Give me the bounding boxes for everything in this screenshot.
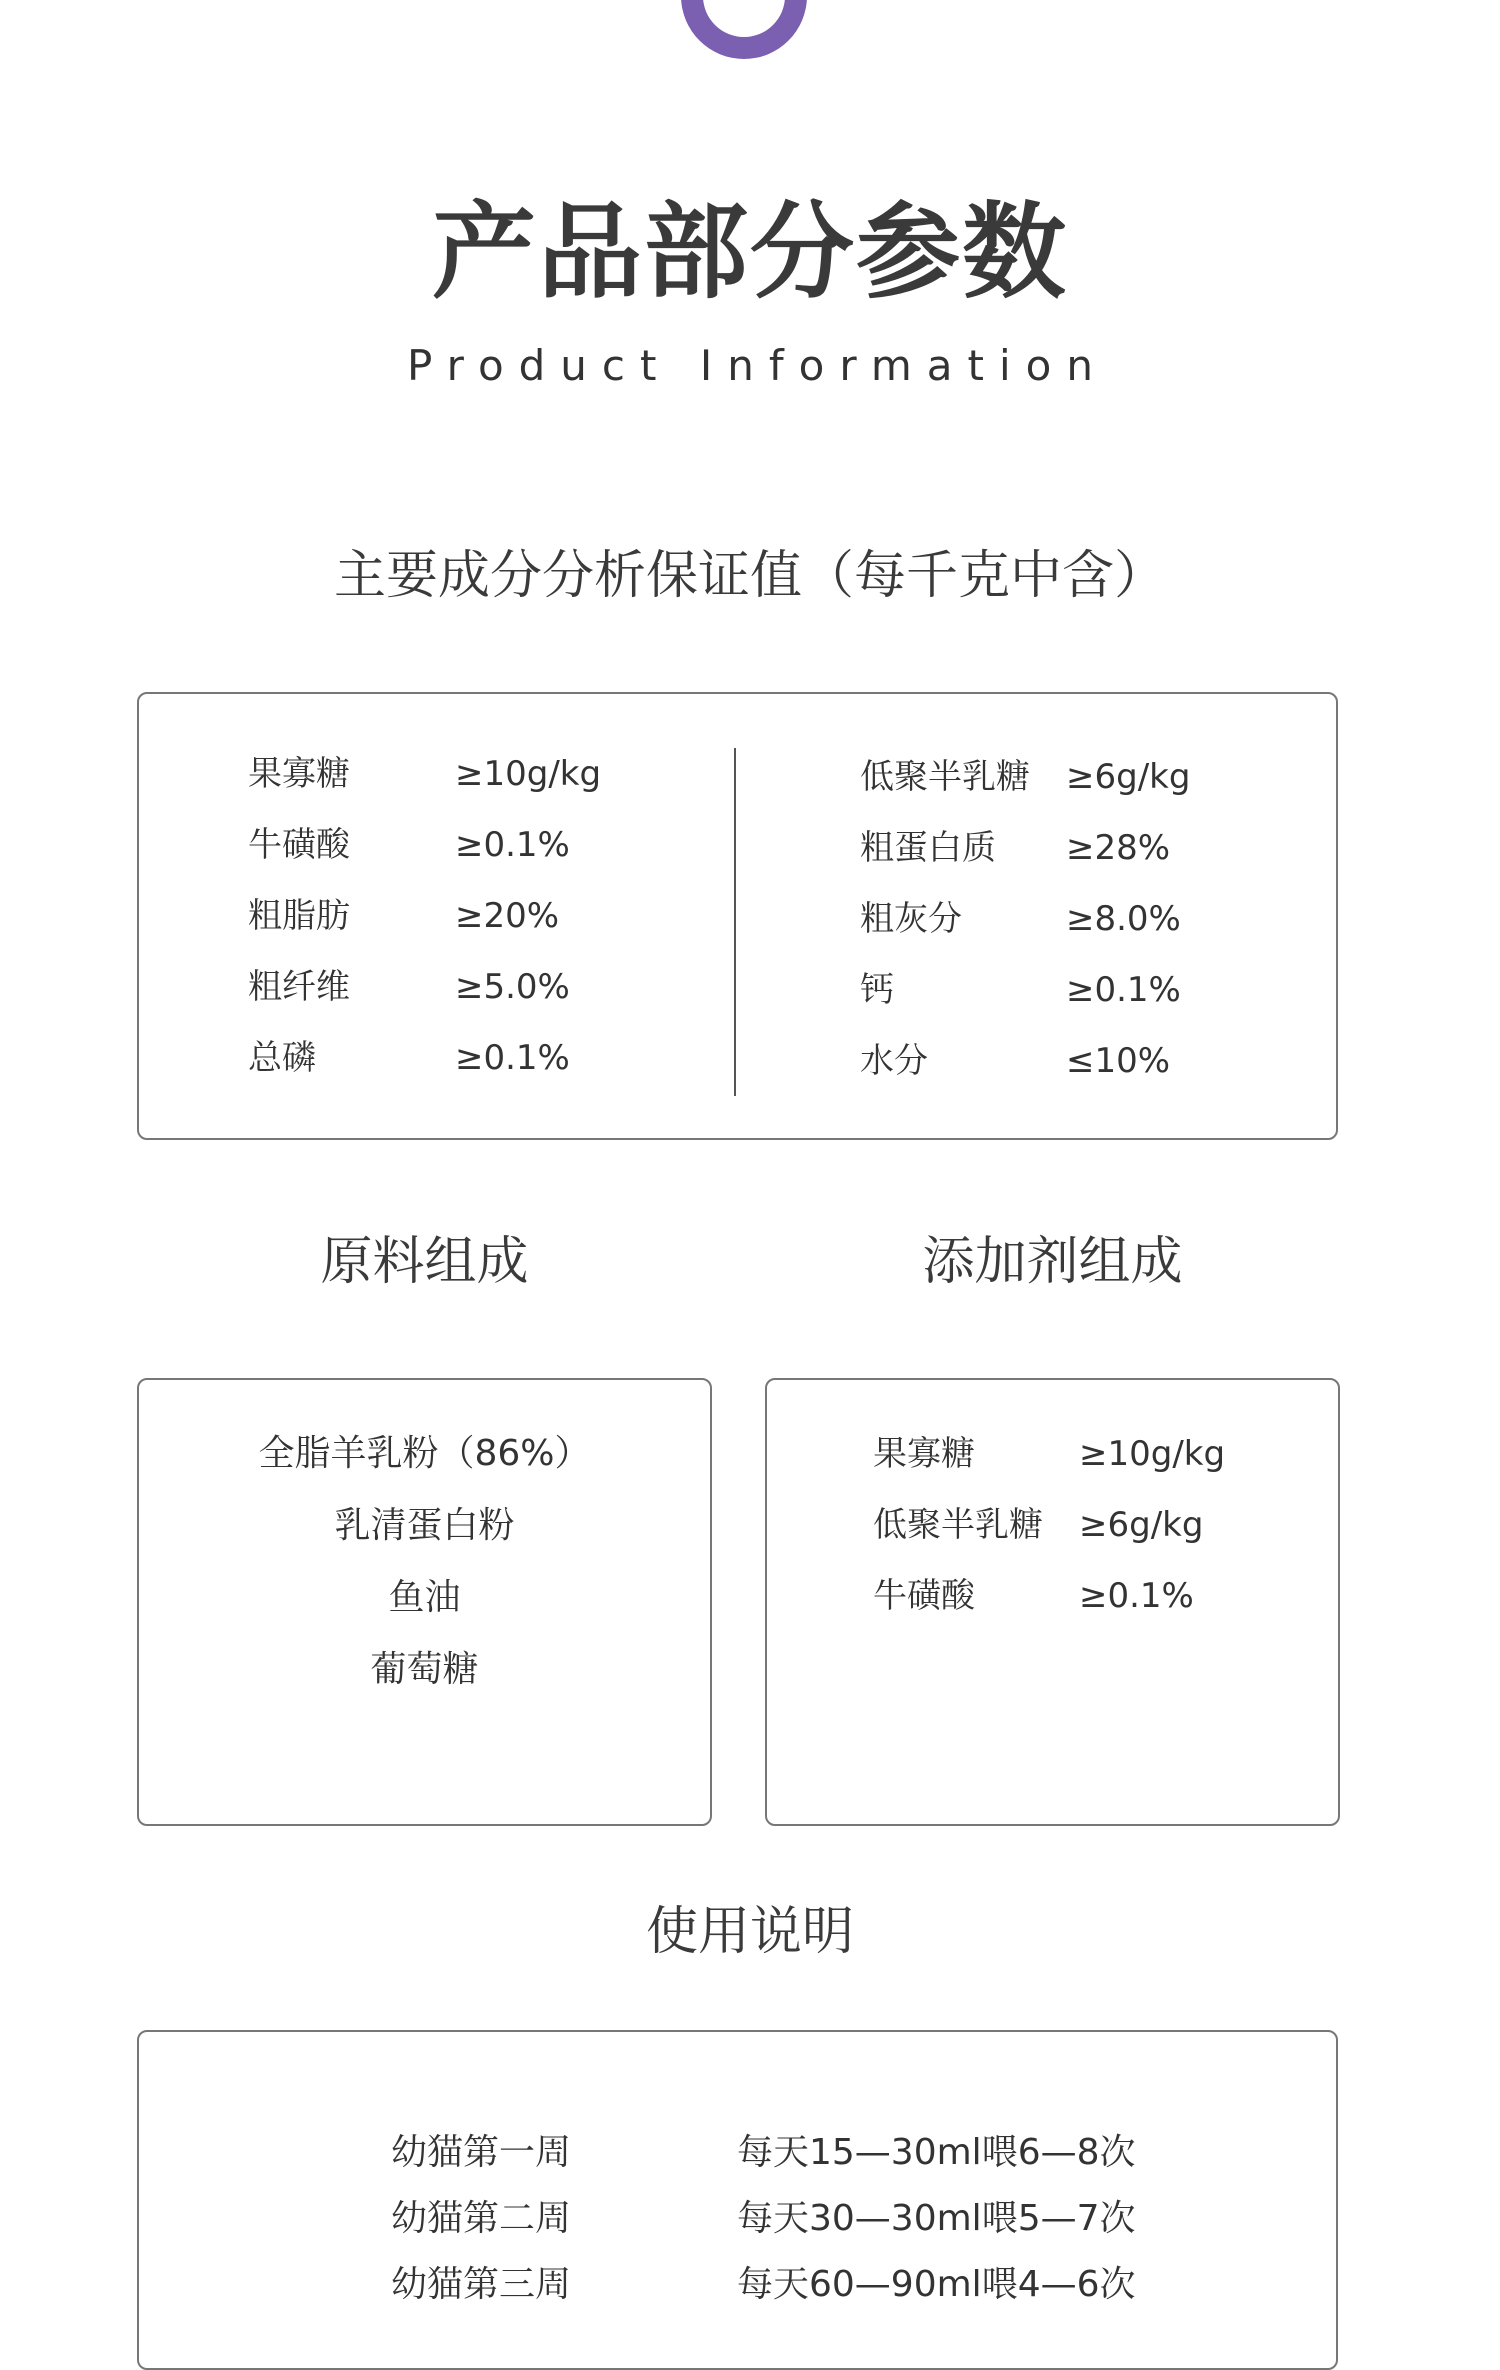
usage-dose: 每天60—90ml喂4—6次	[737, 2264, 1136, 2305]
raw-material-item: 葡萄糖	[370, 1649, 479, 1690]
usage-stage: 幼猫第二周	[391, 2198, 572, 2239]
raw-material-item: 乳清蛋白粉	[334, 1505, 515, 1546]
usage-stage: 幼猫第一周	[391, 2132, 572, 2173]
analysis-left-name: 粗纤维	[248, 967, 350, 1007]
analysis-left-name: 牛磺酸	[248, 825, 350, 865]
usage-stage: 幼猫第三周	[391, 2264, 572, 2305]
analysis-divider	[734, 748, 736, 1096]
analysis-right-name: 钙	[860, 970, 894, 1010]
analysis-right-value: ≤10%	[1066, 1041, 1171, 1081]
raw-materials-title: 原料组成	[320, 1232, 529, 1292]
additive-value: ≥10g/kg	[1079, 1434, 1226, 1474]
analysis-right-name: 粗灰分	[860, 899, 962, 939]
raw-material-item: 全脂羊乳粉（86%）	[258, 1433, 591, 1474]
analysis-left-name: 粗脂肪	[248, 896, 350, 936]
additive-name: 果寡糖	[873, 1434, 975, 1474]
page-title: 产品部分参数	[431, 191, 1068, 313]
raw-material-item: 鱼油	[388, 1577, 461, 1618]
analysis-left-value: ≥0.1%	[455, 825, 570, 865]
page-subtitle: Product Information	[407, 341, 1108, 390]
analysis-right-name: 低聚半乳糖	[860, 757, 1030, 797]
analysis-left-name: 总磷	[248, 1038, 316, 1078]
additive-value: ≥0.1%	[1079, 1576, 1194, 1616]
analysis-right-value: ≥6g/kg	[1066, 757, 1191, 797]
analysis-right-value: ≥28%	[1066, 828, 1171, 868]
analysis-left-name: 果寡糖	[248, 754, 350, 794]
usage-title: 使用说明	[645, 1902, 854, 1962]
analysis-right-name: 水分	[860, 1041, 928, 1081]
analysis-right-value: ≥0.1%	[1066, 970, 1181, 1010]
additive-value: ≥6g/kg	[1079, 1505, 1204, 1545]
usage-dose: 每天15—30ml喂6—8次	[737, 2132, 1136, 2173]
additives-box	[765, 1378, 1340, 1826]
analysis-left-value: ≥0.1%	[455, 1038, 570, 1078]
analysis-right-name: 粗蛋白质	[860, 828, 996, 868]
analysis-section-title: 主要成分分析保证值（每千克中含）	[333, 546, 1166, 606]
analysis-right-value: ≥8.0%	[1066, 899, 1181, 939]
analysis-left-value: ≥20%	[455, 896, 560, 936]
additive-name: 低聚半乳糖	[873, 1505, 1043, 1545]
decorative-arc-icon	[681, 0, 807, 127]
analysis-left-value: ≥10g/kg	[455, 754, 602, 794]
additive-name: 牛磺酸	[873, 1576, 975, 1616]
usage-dose: 每天30—30ml喂5—7次	[737, 2198, 1136, 2239]
additives-title: 添加剂组成	[922, 1232, 1183, 1292]
analysis-left-value: ≥5.0%	[455, 967, 570, 1007]
